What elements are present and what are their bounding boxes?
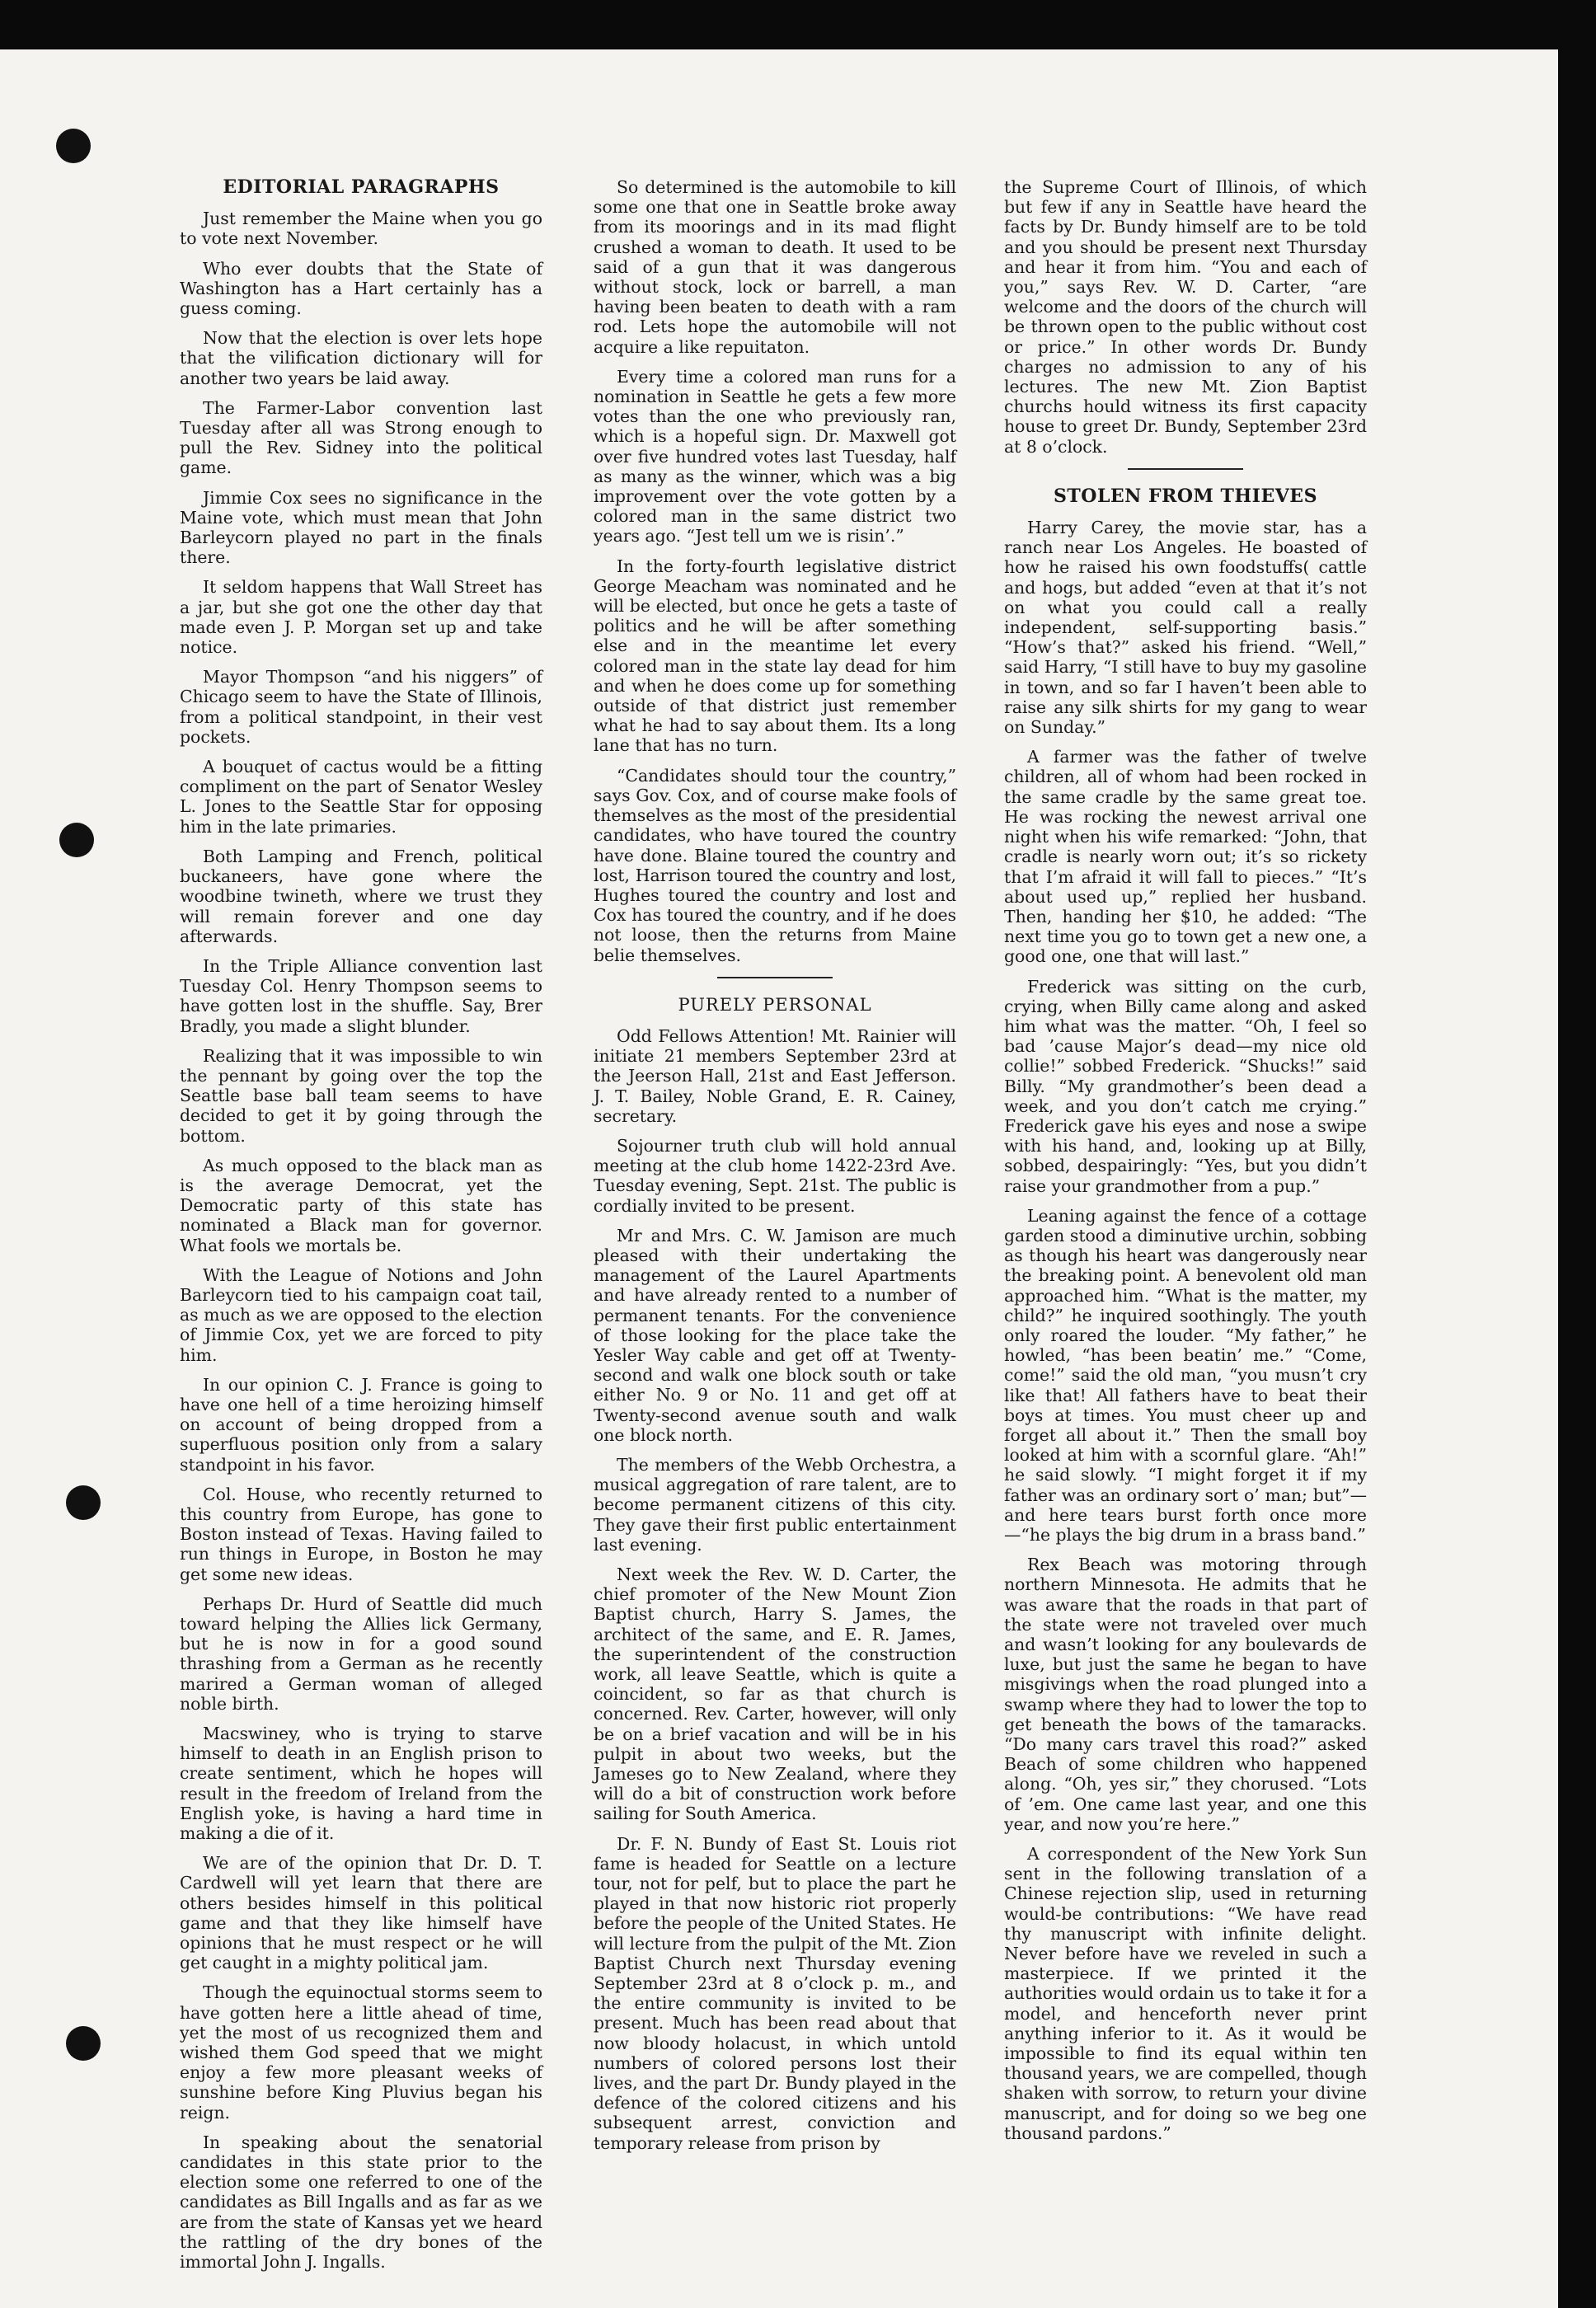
paragraph: A correspondent of the New York Sun sent in the following translation of a Chinese rejection slip, used in returning would-be contributions: “We have read thy manuscript with infinite delight. Never before have we reveled in such a masterpiece. If we printed it the authorities would ordain us to take it for a model, and henceforth never print anything inferior to it. As it would be impossible to find its equal within ten thousand years, we are compelled, though shaken with sorrow, to return your divine manuscript, and for doing so we beg one thousand pardons.”	[1004, 1844, 1367, 2143]
paragraph: A farmer was the father of twelve children, all of whom had been rocked in the same cradle by the same great toe. He was rocking the newest arrival one night when his wife remarked: “John, that cradle is nearly worn out; it’s so rickety that I’m afraid it will fall to pieces.” “It’s about used up,” replied her husband. Then, handing her $10, he added: “The next time you go to town get a new one, a good one, one that will last.”	[1004, 747, 1367, 967]
paragraph: As much opposed to the black man as is the average Democrat, yet the Democratic party of this state has nominated a Black man for governor. What fools we mortals be.	[180, 1155, 542, 1255]
paragraph: It seldom happens that Wall Street has a jar, but she got one the other day that made even J. P. Morgan set up and take notice.	[180, 577, 542, 658]
paragraph: In the Triple Alliance convention last Tuesday Col. Henry Thompson seems to have gotten lost in the shuffle. Say, Brer Bradly, you made a slight blunder.	[180, 955, 542, 1036]
binding-hole	[56, 129, 91, 163]
paragraph: Col. House, who recently returned to this country from Europe, has gone to Boston instead of Texas. Having failed to run things in Europe, in Boston he may get some new ideas.	[180, 1484, 542, 1584]
paragraph: Perhaps Dr. Hurd of Seattle did much toward helping the Allies lick Germany, but he is now in for a good sound thrashing from a German as he recently marired a German woman of alleged noble birth.	[180, 1593, 542, 1714]
paragraph: Next week the Rev. W. D. Carter, the chief promoter of the New Mount Zion Baptist church, Harry S. James, the architect of the same, and E. R. James, the superintendent of the construction work, all leave Seattle, which is quite a coincident, so far as that church is concerned. Rev. Carter, however, will only be on a brief vacation and will be in his pulpit in about two weeks, but the Jameses go to New Zealand, where they will do a bit of construction work before sailing for South America.	[594, 1564, 956, 1824]
paragraph: Frederick was sitting on the curb, crying, when Billy came along and asked him what was the matter. “Oh, I feel so bad ’cause Major’s dead—my nice old collie!” sobbed Frederick. “Shucks!” said Billy. “My grandmother’s been dead a week, and you don’t catch me crying.” Frederick gave his eyes and nose a swipe with his hand, and, looking up at Billy, sobbed, despairingly: “Yes, but you didn’t raise your grandmother from a pup.”	[1004, 976, 1367, 1196]
paragraph: Dr. F. N. Bundy of East St. Louis riot fame is headed for Seattle on a lecture tour, not for pelf, but to place the part he played in that now historic riot properly before the people of the United States. He will lecture from the pulpit of the Mt. Zion Baptist Church next Thursday evening September 23rd at 8 o’clock p. m., and the entire community is invited to be present. Much has been read about that now bloody holacust, in which untold numbers of colored persons lost their lives, and the part Dr. Bundy played in the defence of the colored citizens and his subsequent arrest, conviction and temporary release from prison by	[594, 1833, 956, 2153]
paragraph: Though the equinoctual storms seem to have gotten here a little ahead of time, yet the most of us recognized them and wished them God speed that we might enjoy a few more pleasant weeks of sunshine before King Pluvius began his reign.	[180, 1982, 542, 2123]
paragraph: In our opinion C. J. France is going to have one hell of a time heroizing himself on account of being dropped from a superfluous position only from a salary standpoint in his favor.	[180, 1374, 542, 1475]
paragraph: A bouquet of cactus would be a fitting compliment on the part of Senator Wesley L. Jones to the Seattle Star for opposing him in the late primaries.	[180, 757, 542, 837]
column-editorial	[180, 177, 542, 2282]
paragraph: In speaking about the senatorial candidates in this state prior to the election some one referred to one of the candidates as Bill Ingalls and as far as we are from the state of Kansas yet we heard the rattling of the dry bones of the immortal John J. Ingalls.	[180, 2132, 542, 2273]
paragraph: Every time a colored man runs for a nomination in Seattle he gets a few more votes than the one who previously ran, which is a hopeful sign. Dr. Maxwell got over five hundred votes last Tuesday, half as many as the winner, which was a big improvement over the vote gotten by a colored man in the same district two years ago. “Jest tell um we is risin’.”	[594, 366, 956, 547]
paragraph: So determined is the automobile to kill some one that one in Seattle broke away from its moorings and in its mad flight crushed a woman to death. It used to be said of a gun that it was dangerous without stock, lock or barrell, a man having been beaten to death with a ram rod. Lets hope the automobile will not acquire a like repuitaton.	[594, 177, 956, 357]
stolen-from-thieves-heading: STOLEN FROM THIEVES	[1054, 485, 1317, 507]
paragraph: Just remember the Maine when you go to vote next November.	[180, 209, 542, 249]
paragraph: Sojourner truth club will hold annual meeting at the club home 1422-23rd Ave. Tuesday evening, Sept. 21st. The public is cordially invited to be present.	[594, 1135, 956, 1216]
paragraph: Jimmie Cox sees no significance in the Maine vote, which must mean that John Barleycorn played no part in the finals there.	[180, 487, 542, 568]
binding-hole	[66, 1485, 101, 1520]
paragraph: The Farmer-Labor convention last Tuesday after all was Strong enough to pull the Rev. Sidney into the political game.	[180, 397, 542, 478]
paragraph: Odd Fellows Attention! Mt. Rainier will initiate 21 members September 23rd at the Jeerson Hall, 21st and East Jefferson. J. T. Bailey, Noble Grand, E. R. Cainey, secretary.	[594, 1025, 956, 1126]
paragraph: Both Lamping and French, political buckaneers, have gone where the woodbine twineth, where we trust they will remain forever and one day afterwards.	[180, 846, 542, 946]
paragraph: Leaning against the fence of a cottage garden stood a diminutive urchin, sobbing as though his heart was dangerously near the breaking point. A benevolent old man approached him. “What is the matter, my child?” he inquired soothingly. The youth only roared the louder. “My father,” he howled, “has been beatin’ me.” “Come, come!” said the old man, “you musn’t cry like that! All fathers have to beat their boys at times. You must cheer up and forget all about it.” Then the small boy looked at him with a scornful glare. “Ah!” he said slowly. “I might forget it if my father was an ordinary sort o’ man; but”—and here tears burst forth once more—“he plays the big drum in a brass band.”	[1004, 1205, 1367, 1545]
paragraph: Mr and Mrs. C. W. Jamison are much pleased with their undertaking the management of the Laurel Apartments and have already rented to a number of permanent tenants. For the convenience of those looking for the place take the Yesler Way cable and get off at Twenty-second and walk one block south or take either No. 9 or No. 11 and get off at Twenty-second avenue south and walk one block north.	[594, 1225, 956, 1445]
paragraph: The members of the Webb Orchestra, a musical aggregation of rare talent, are to become permanent citizens of this city. They gave their first public entertainment last evening.	[594, 1454, 956, 1555]
binding-hole	[59, 823, 94, 857]
paragraph: the Supreme Court of Illinois, of which but few if any in Seattle have heard the facts by Dr. Bundy himself are to be told and you should be present next Thursday and hear it from him. “You and each of you,” says Rev. W. D. Carter, “are welcome and the doors of the church will be thrown open to the public without cost or price.” In other words Dr. Bundy charges no admission to any of his lectures. The new Mt. Zion Baptist churchs hould witness its first capacity house to greet Dr. Bundy, September 23rd at 8 o’clock.	[1004, 177, 1367, 457]
column-middle	[594, 177, 956, 2163]
paragraph: In the forty-fourth legislative district George Meacham was nominated and he will be elected, but once he gets a taste of politics and he will be after something else and in the meantime let every colored man in the state lay dead for him and when he does come up for something outside of that district just remember what he had to say about them. Its a long lane that has no turn.	[594, 556, 956, 756]
paragraph: With the League of Notions and John Barleycorn tied to his campaign coat tail, as much as we are opposed to the election of Jimmie Cox, yet we are forced to pity him.	[180, 1264, 542, 1365]
paragraph: Now that the election is over lets hope that the vilification dictionary will for another two years be laid away.	[180, 328, 542, 388]
paragraph: Rex Beach was motoring through northern Minnesota. He admits that he was aware that the roads in that part of the state were not traveled over much and wasn’t looking for any boulevards de luxe, but just the same he began to have misgivings when the road plunged into a swamp where they had to lower the top to get beneath the bows of the tamaracks. “Do many cars travel this road?” asked Beach of some children who happened along. “Oh, yes sir,” they chorused. “Lots of ’em. One came last year, and one this year, and now you’re here.”	[1004, 1555, 1367, 1834]
paragraph: “Candidates should tour the country,” says Gov. Cox, and of course make fools of themselves as the most of the presidential candidates, who have toured the country have done. Blaine toured the country and lost, Harrison toured the country and lost, Hughes toured the country and lost and Cox has toured the country, and if he does not loose, then the returns from Maine belie themselves.	[594, 765, 956, 965]
paragraph: Mayor Thompson “and his niggers” of Chicago seem to have the State of Illinois, from a political standpoint, in their vest pockets.	[180, 667, 542, 747]
editorial-heading: EDITORIAL PARAGRAPHS	[223, 176, 500, 198]
paragraph: Realizing that it was impossible to win the pennant by going over the top the Seattle base ball team seems to have decided to get it by going through the bottom.	[180, 1045, 542, 1146]
purely-personal-heading: PURELY PERSONAL	[678, 994, 872, 1015]
section-divider	[1128, 468, 1243, 470]
paragraph: Macswiney, who is trying to starve himself to death in an English prison to create sentiment, which he hopes will result in the freedom of Ireland from the English yoke, is having a hard time in making a die of it.	[180, 1724, 542, 1844]
paragraph: Who ever doubts that the State of Washington has a Hart certainly has a guess coming.	[180, 258, 542, 319]
binding-hole	[66, 2026, 101, 2061]
paragraph: We are of the opinion that Dr. D. T. Cardwell will yet learn that there are others besides himself in this political game and that they like himself have opinions that he must respect or he will get caught in a mighty political jam.	[180, 1853, 542, 1973]
paragraph: Harry Carey, the movie star, has a ranch near Los Angeles. He boasted of how he raised his own foodstuffs( cattle and hogs, but added “even at that it’s not on what you could call a really independent, self-supporting basis.” “How’s that?” asked his friend. “Well,” said Harry, “I still have to buy my gasoline in town, and so far I haven’t been able to raise any silk shirts for my gang to wear on Sunday.”	[1004, 518, 1367, 738]
column-right	[1004, 177, 1367, 2153]
section-divider	[717, 977, 833, 978]
